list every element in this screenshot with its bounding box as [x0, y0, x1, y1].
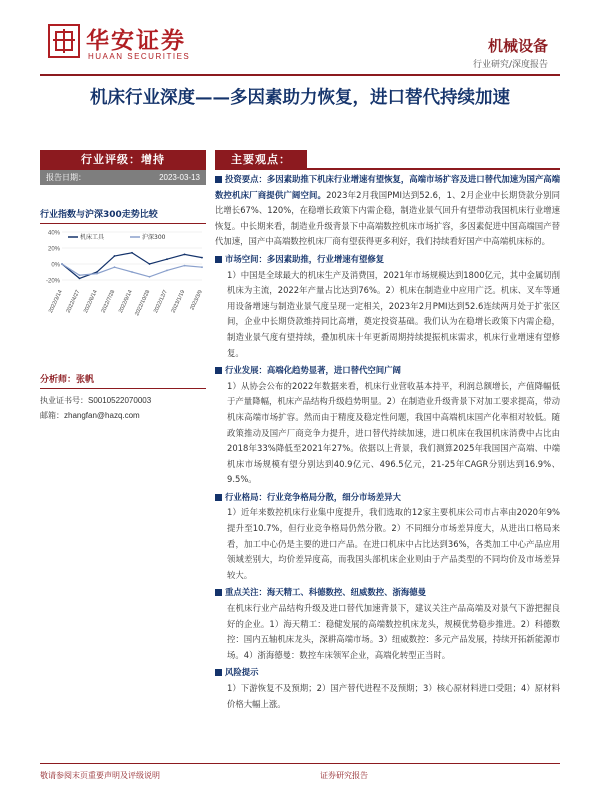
square-bullet-icon [215, 589, 222, 596]
section-body: 1）中国是全球最大的机床生产及消费国，2021年市场规模达到1800亿元，其中金属切削机床为主流，2022年产量占比达到76%。2）机床在制造业中应用广泛。机床、叉车等通用设备增速与制造业景气度呈现一定相关，2023年2月PMI达到52.6连续两月处于扩张区间，企业中长期贷款维持同比高增，奠定投资基础。我们认为在稳增长政策下内需企稳，制造业景气度有望持续，叠加机床十年更新周期持续提振机床需求，机床行业增速有望修复。 [227, 269, 560, 358]
x-tick-label: 2023/1/19 [170, 289, 187, 315]
logo-chinese-name: 华安证券 [86, 27, 186, 54]
legend-label: 机床工具 [80, 234, 105, 241]
analyst-name: 分析师：张帆 [40, 372, 206, 389]
data-point [201, 257, 203, 259]
section-body: 2023年2月我国PMI达到52.6，1、2月企业中长期贷款分别同比增长67%、120%，在稳增长政策下内需企稳，制造业景气回升有望带动我国机床行业增速恢复。中长期来看，制造业升级背景下中高端数控机床市场扩容，多因素促进中国高端国产替代加速，国产中高端数控机床厂商有望获得更多利好，我们持续看好国产中高端机床标的。 [215, 189, 560, 247]
chart-title: 行业指数与沪深300走势比较 [40, 207, 206, 224]
data-point [131, 252, 133, 254]
report-type: 行业研究/深度报告 [472, 60, 548, 70]
section-industry-landscape [215, 490, 560, 584]
section-key-focus [215, 585, 560, 663]
cert-number: S0010522070003 [88, 396, 152, 405]
x-tick-label: 2022/7/28 [100, 289, 117, 315]
series-line-2 [62, 264, 202, 277]
industry-rating: 行业评级：增持 [40, 150, 206, 170]
legend-label: 沪深300 [142, 234, 166, 241]
data-point [114, 255, 116, 257]
section-heading: 市场空间：多因素助推，行业增速有望修复 [225, 253, 385, 264]
report-date-label: 报告日期： [46, 173, 86, 182]
x-tick-label: 2022/4/27 [65, 289, 82, 315]
section-investment-highlights [215, 172, 560, 250]
data-point [96, 271, 98, 273]
data-point [149, 263, 151, 265]
x-tick-label: 2022/6/14 [83, 289, 99, 315]
footer-divider [40, 763, 560, 764]
data-point [166, 258, 168, 260]
company-logo-icon [48, 24, 80, 58]
chart-svg [40, 228, 206, 338]
section-body: 1）从协会公布的2022年数据来看，机床行业营收基本持平，利润总额增长，产值降幅低于产量降幅，机床产品结构升级趋势明显。2）在制造业升级背景下对加工要求提高，带动机床高端市场扩容。然而由于精度及稳定性问题，我国中高端机床国产化率相对较低。随政策推动及国产厂商竞争力提升，进口替代持续加速，进口机床在我国机床消费中占比由2018年33%降低至2021年27%。依据以上背景，我们测算2025年我国国产高端、中端机床市场规模有望分别达到40.9亿元、496.5亿元，21-25年CAGR分别达到16.9%、9.5%。 [227, 380, 560, 485]
data-point [114, 266, 116, 268]
data-point [166, 270, 168, 272]
key-points-divider [307, 168, 560, 170]
data-point [131, 271, 133, 273]
section-heading: 行业发展：高端化趋势显著，进口替代空间广阔 [225, 365, 401, 376]
key-points-header: 主要观点： [215, 150, 307, 170]
data-point [184, 254, 186, 256]
section-heading: 行业格局：行业竞争格局分散，细分市场差异大 [225, 491, 401, 502]
logo-english-name: HUAAN SECURITIES [88, 52, 191, 61]
square-bullet-icon [215, 256, 222, 263]
section-body: 1）下游恢复不及预期；2）国产替代进程不及预期；3）核心原材料进口受阻；4）原材料价格大幅上涨。 [227, 683, 560, 709]
email-label: 邮箱： [40, 411, 64, 420]
y-tick-label: 40% [47, 230, 60, 237]
square-bullet-icon [215, 367, 222, 374]
section-industry-development [215, 363, 560, 488]
section-heading: 投资要点：多因素助推下机床行业增速有望恢复，高端市场扩容及进口替代加速为国产高端数控机床厂商提供广阔空间。 [215, 174, 560, 200]
footer-report-label: 证券研究报告 [320, 771, 368, 780]
y-tick-label: -20% [45, 278, 60, 285]
report-date: 2023-03-13 [159, 173, 200, 182]
data-point [79, 274, 81, 276]
y-tick-label: 20% [47, 246, 60, 253]
report-header [0, 0, 600, 76]
header-divider [40, 74, 560, 76]
square-bullet-icon [215, 176, 222, 183]
data-point [79, 278, 81, 280]
square-bullet-icon [215, 494, 222, 501]
section-risk-warning [215, 665, 560, 712]
analyst-email: zhangfan@hazq.com [64, 411, 140, 420]
analyst-info [40, 393, 206, 423]
square-bullet-icon [215, 669, 222, 676]
index-comparison-chart [40, 228, 206, 338]
footer-disclaimer: 敬请参阅末页重要声明及评级说明 [40, 771, 160, 780]
section-heading: 重点关注：海天精工、科德数控、纽威数控、浙海德曼 [225, 587, 426, 598]
data-point [61, 263, 63, 265]
sector-name: 机械设备 [487, 37, 548, 55]
data-point [201, 266, 203, 268]
key-points-column [215, 150, 560, 712]
data-point [96, 273, 98, 275]
x-tick-label: 2022/10/28 [134, 289, 152, 317]
y-tick-label: 0% [51, 262, 60, 269]
left-sidebar [40, 150, 206, 423]
section-heading: 风险提示 [225, 667, 259, 678]
report-date-bar [40, 170, 206, 185]
cert-label: 执业证书号： [40, 396, 88, 405]
section-body: 在机床行业产品结构升级及进口替代加速背景下，建议关注产品高端及对景气下游把握良好的企业。1）海天精工：稳健发展的高端数控机床龙头，规模优势稳步推进。2）科德数控：国内五轴机床龙头，深耕高端市场。3）纽威数控：多元产品发展，持续开拓新能源市场。4）浙海德曼：数控车床领军企业，高端化转型正当时。 [227, 603, 560, 660]
data-point [149, 276, 151, 278]
section-body: 1）近年来数控机床行业集中度提升，我们选取的12家主要机床公司市占率由2020年9%提升至10.7%，但行业竞争格局仍然分散。2）不同细分市场差异度大，从进出口格局来看，加工中心仍是主要的进口产品。在进口机床中占比达到36%，各类加工中心产品应用领域差别大，均价差异度高，而我国头部机床企业则由于产品类型的不同均价及市场差异较大。 [227, 507, 560, 580]
data-point [184, 265, 186, 267]
x-tick-label: 2022/12/7 [153, 289, 169, 315]
report-title: 机床行业深度——多因素助力恢复，进口替代持续加速 [90, 88, 510, 108]
x-tick-label: 2022/3/14 [48, 289, 64, 315]
x-tick-label: 2022/9/14 [118, 289, 134, 315]
x-tick-label: 2023/3/9 [189, 289, 204, 312]
section-market-space [215, 252, 560, 361]
